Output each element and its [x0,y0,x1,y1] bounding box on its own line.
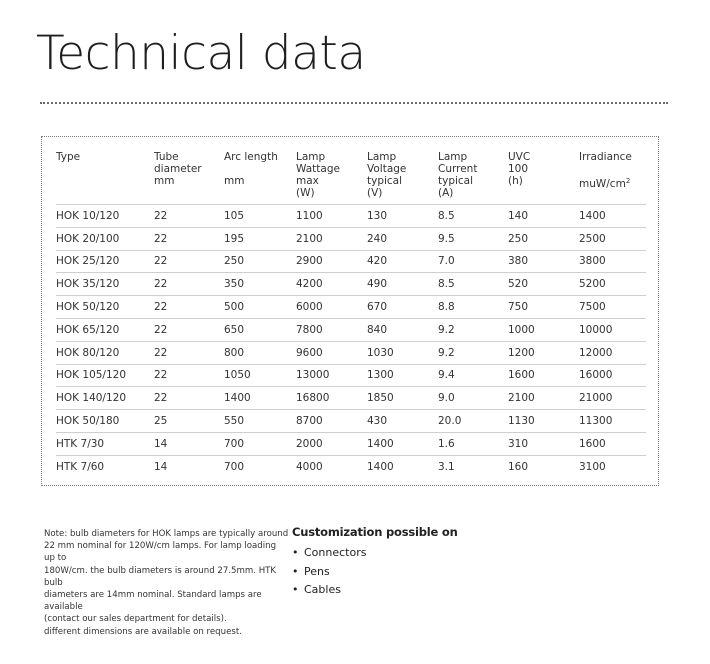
cell-uvc: 250 [508,227,579,250]
table-row [56,227,646,250]
cell-arc-length: 700 [224,460,245,473]
customization-item-label: Connectors [304,546,367,559]
cell-type: HTK 7/30 [56,432,154,455]
customization-item [292,563,542,582]
table-header-row [56,151,646,205]
cell-arc-length: 800 [224,341,296,364]
cell-lamp-current: 8.8 [438,296,508,319]
cell-irradiance: 3800 [579,250,646,273]
cell-lamp-voltage: 240 [367,227,438,250]
cell-uvc: 1130 [508,410,579,433]
cell-lamp-wattage: 13000 [296,364,367,387]
cell-lamp-voltage: 430 [367,410,438,433]
technical-data-panel [41,136,659,486]
cell-lamp-voltage: 1850 [367,387,438,410]
cell-tube-diameter: 22 [154,341,224,364]
cell-uvc: 1200 [508,341,579,364]
cell-arc-length: 195 [224,227,296,250]
cell-lamp-wattage: 6000 [296,296,367,319]
header-lamp-voltage: Lamp Voltage typical (V) [367,151,438,205]
table-row [56,410,646,433]
customization-item-label: Cables [304,583,341,596]
table-row [56,250,646,273]
cell-tube-diameter: 22 [154,387,224,410]
bullet-icon: • [292,546,299,559]
cell-irradiance: 12000 [579,341,646,364]
table-row [56,387,646,410]
title-divider [40,102,668,104]
cell-tube-diameter: 22 [154,296,224,319]
cell-lamp-wattage: 9600 [296,341,367,364]
cell-lamp-current: 7.0 [438,250,508,273]
customization-item [292,544,542,563]
cell-irradiance: 1600 [579,432,646,455]
cell-type: HTK 7/60 [56,460,105,473]
cell-type: HOK 25/120 [56,250,154,273]
header-irradiance: Irradiance muW/$cm^2$ [579,151,646,205]
cell-lamp-voltage: 490 [367,273,438,296]
customization-heading: Customization possible on [292,525,458,539]
cell-lamp-voltage: 1300 [367,364,438,387]
page-title: Technical data [36,26,366,81]
cell-type: HOK 35/120 [56,273,154,296]
cell-irradiance: 11300 [579,410,646,433]
footnote-line: diameters are 14mm nominal. Standard lamps are available [44,590,262,613]
cell-type: HOK 10/120 [56,205,154,228]
cell-arc-length: 1400 [224,387,296,410]
cell-arc-length: 550 [224,410,296,433]
footnote [44,528,289,638]
cell-uvc: 520 [508,273,579,296]
cell-tube-diameter: 22 [154,273,224,296]
technical-data-table [56,151,646,478]
table-row [56,341,646,364]
cell-lamp-current: 9.2 [438,318,508,341]
cell-type: HOK 50/120 [56,296,154,319]
cell-lamp-voltage: 840 [367,318,438,341]
cell-lamp-wattage: 8700 [296,410,367,433]
cell-uvc: 380 [508,250,579,273]
cell-uvc: 160 [508,460,529,473]
cell-tube-diameter: 22 [154,227,224,250]
cell-irradiance: 5200 [579,273,646,296]
table-row [56,455,646,477]
cell-lamp-voltage: 1030 [367,341,438,364]
cell-lamp-current: 1.6 [438,432,508,455]
cell-lamp-voltage: 130 [367,205,438,228]
footnote-line: 22 mm nominal for 120W/cm lamps. For lamp loading up to [44,541,277,564]
cell-arc-length: 250 [224,250,296,273]
cell-lamp-wattage: 4000 [296,460,323,473]
cell-arc-length: 650 [224,318,296,341]
cell-lamp-voltage: 1400 [367,432,438,455]
cell-uvc: 310 [508,432,579,455]
cell-uvc: 2100 [508,387,579,410]
cell-lamp-wattage: 2000 [296,432,367,455]
header-uvc: UVC 100 (h) [508,151,579,205]
customization-item-label: Pens [304,564,330,578]
cell-tube-diameter: 25 [154,410,224,433]
header-type: Type [56,151,154,205]
cell-lamp-current: 3.1 [438,460,455,473]
table-row [56,318,646,341]
cell-lamp-current: 9.4 [438,364,508,387]
cell-arc-length: 350 [224,273,296,296]
footnote-line: Note: bulb diameters for HOK lamps are typically around [44,529,289,539]
header-lamp-wattage: Lamp Wattage max (W) [296,151,367,205]
table-row [56,296,646,319]
cell-lamp-current: 20.0 [438,410,508,433]
customization-item [292,581,542,600]
bullet-icon: • [292,583,299,596]
cell-arc-length: 500 [224,296,296,319]
footnote-line: (contact our sales department for details). [44,614,227,625]
cell-arc-length: 700 [224,432,296,455]
bullet-icon: • [292,564,299,578]
cell-arc-length: 1050 [224,364,296,387]
cell-lamp-wattage: 4200 [296,273,367,296]
cell-type: HOK 50/180 [56,410,154,433]
cell-tube-diameter: 22 [154,205,224,228]
cell-uvc: 1600 [508,364,579,387]
table-row [56,273,646,296]
cell-tube-diameter: 14 [154,460,168,473]
cell-arc-length: 105 [224,205,296,228]
cell-uvc: 750 [508,296,579,319]
table-row [56,432,646,455]
table-row [56,205,646,228]
cell-lamp-current: 8.5 [438,273,508,296]
cell-lamp-voltage: 1400 [367,460,394,473]
cell-lamp-wattage: 7800 [296,318,367,341]
header-tube-diameter: Tube diameter mm [154,151,224,205]
cell-uvc: 1000 [508,318,579,341]
cell-type: HOK 105/120 [56,364,154,387]
cell-irradiance: 7500 [579,296,646,319]
customization-section [292,525,542,600]
cell-irradiance: 10000 [579,318,646,341]
cell-lamp-current: 9.5 [438,227,508,250]
cell-lamp-current: 8.5 [438,205,508,228]
table-body [56,205,646,478]
table-row [56,364,646,387]
cell-irradiance: 3100 [579,460,606,473]
cell-lamp-wattage: 2900 [296,250,367,273]
cell-lamp-wattage: 2100 [296,227,367,250]
cell-tube-diameter: 14 [154,432,224,455]
cell-type: HOK 20/100 [56,227,154,250]
cell-lamp-current: 9.0 [438,387,508,410]
cell-irradiance: 16000 [579,364,646,387]
cell-uvc: 140 [508,205,579,228]
cell-type: HOK 65/120 [56,318,154,341]
customization-list [292,544,542,600]
footnote-line: 180W/cm. the bulb diameters is around 27.5mm. HTK bulb [44,565,277,588]
footnote-line: different dimensions are available on request. [44,626,242,637]
cell-type: HOK 140/120 [56,387,154,410]
cell-irradiance: 21000 [579,387,646,410]
cell-irradiance: 1400 [579,205,646,228]
cell-lamp-current: 9.2 [438,341,508,364]
cell-tube-diameter: 22 [154,250,224,273]
cell-tube-diameter: 22 [154,364,224,387]
cell-lamp-voltage: 420 [367,250,438,273]
cell-type: HOK 80/120 [56,341,154,364]
cell-lamp-voltage: 670 [367,296,438,319]
header-arc-length: Arc length mm [224,151,296,205]
header-lamp-current: Lamp Current typical (A) [438,151,508,205]
cell-lamp-wattage: 1100 [296,205,367,228]
cell-tube-diameter: 22 [154,318,224,341]
cell-lamp-wattage: 16800 [296,387,367,410]
cell-irradiance: 2500 [579,227,646,250]
